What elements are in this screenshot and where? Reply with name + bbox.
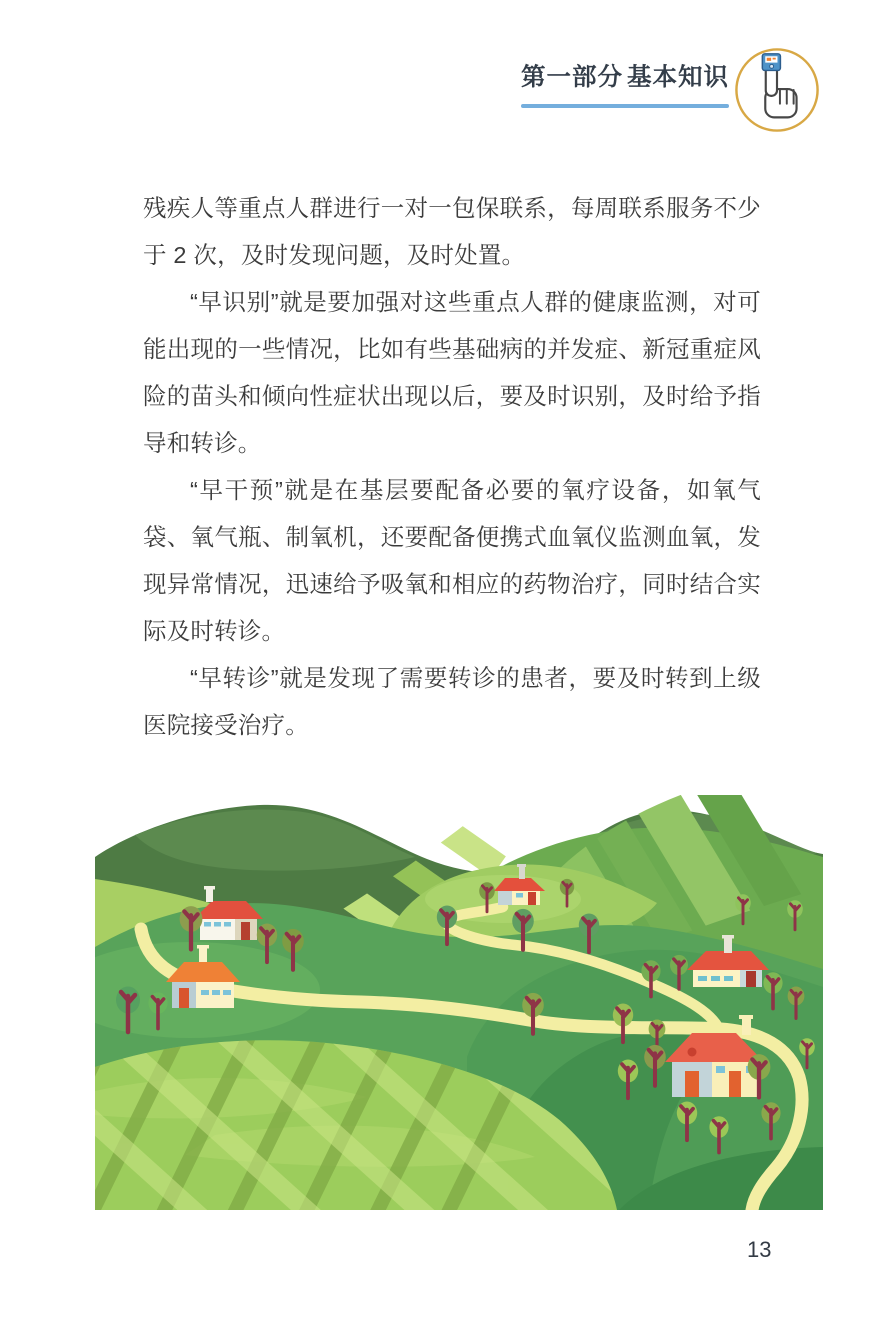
paragraph-continuation: 残疾人等重点人群进行一对一包保联系，每周联系服务不少于 2 次，及时发现问题，及时处置。 [143,195,761,268]
paragraph-early-referral: “早转诊”就是发现了需要转诊的患者，要及时转到上级医院接受治疗。 [143,665,761,738]
section-name: 基本知识 [627,64,729,91]
page-number: 13 [747,1237,772,1262]
oximeter-clip [762,54,780,71]
header-underline [521,104,729,108]
paragraph-early-identification: “早识别”就是要加强对这些重点人群的健康监测，对可能出现的一些情况，比如有些基础病的并发症、新冠重症风险的苗头和倾向性症状出现以后，要及时识别，及时给予指导和转诊。 [143,289,761,456]
page-header [521,62,729,94]
part-label: 第一部分 [521,64,623,91]
landscape-illustration [95,795,823,1210]
body-text [143,185,761,749]
pulse-oximeter-icon [733,46,821,134]
section-title [521,62,729,94]
paragraph-early-intervention: “早干预”就是在基层要配备必要的氧疗设备，如氧气袋、氧气瓶、制氧机，还要配备便携式血氧仪监测血氧，发现异常情况，迅速给予吸氧和相应的药物治疗，同时结合实际及时转诊。 [143,477,761,644]
